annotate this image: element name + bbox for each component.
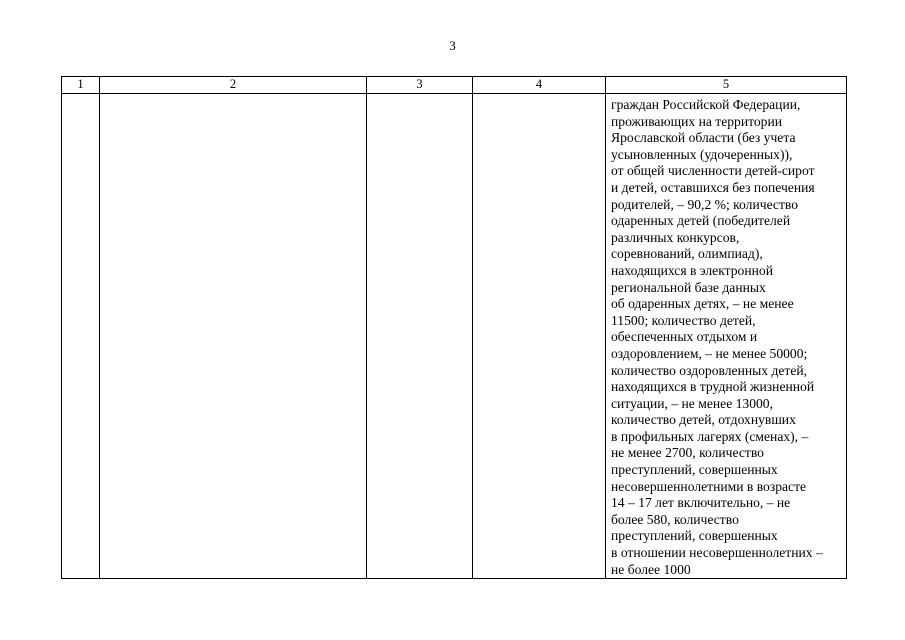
column-header-1: 1: [62, 77, 100, 94]
cell-text-line: 14 – 17 лет включительно, – не: [611, 495, 791, 511]
cell-text-line: обеспеченных отдыхом и: [611, 329, 758, 345]
column-header-2: 2: [100, 77, 367, 94]
page-number: 3: [449, 38, 456, 53]
cell-text-block: [606, 96, 846, 578]
cell-text-line: об одаренных детях, – не менее: [611, 296, 794, 312]
cell-text-line: 11500; количество детей,: [611, 312, 756, 328]
cell-text-line: находящихся в электронной: [611, 262, 773, 278]
cell-text-line: в профильных лагерях (сменах), –: [611, 428, 809, 444]
cell-text-line: родителей, – 90,2 %; количество: [611, 196, 799, 212]
table-header-row: [62, 77, 847, 94]
cell-text-line: ситуации, – не менее 13000,: [611, 395, 774, 411]
table-row: [62, 94, 847, 579]
data-table: [61, 76, 847, 579]
cell-text-line: соревнований, олимпиад),: [611, 246, 763, 262]
table-cell-col2: [100, 94, 367, 579]
cell-text-line: преступлений, совершенных: [611, 528, 778, 544]
cell-text-line: количество детей, отдохнувших: [611, 412, 796, 428]
column-header-5: 5: [606, 77, 847, 94]
cell-text-line: от общей численности детей-сирот: [611, 163, 815, 179]
cell-text-line: различных конкурсов,: [611, 229, 740, 245]
cell-text-line: несовершеннолетними в возрасте: [611, 478, 807, 494]
cell-text-line: Ярославской области (без учета: [611, 130, 796, 146]
table-cell-col3: [367, 94, 473, 579]
table-cell-col4: [473, 94, 606, 579]
cell-text-line: региональной базе данных: [611, 279, 766, 295]
cell-text-line: более 580, количество: [611, 511, 739, 527]
cell-text-line: одаренных детей (победителей: [611, 213, 791, 229]
cell-text-line: и детей, оставшихся без попечения: [611, 179, 815, 195]
cell-text-line: количество оздоровленных детей,: [611, 362, 808, 378]
cell-text-line: проживающих на территории: [611, 113, 783, 129]
cell-text-line: находящихся в трудной жизненной: [611, 379, 815, 395]
cell-text-line: граждан Российской Федерации,: [611, 97, 801, 112]
cell-text-line: усыновленных (удочеренных)),: [611, 146, 793, 162]
cell-text-line: в отношении несовершеннолетних –: [611, 545, 823, 561]
table-cell-col5: [606, 94, 847, 579]
cell-text-line: преступлений, совершенных: [611, 462, 778, 478]
cell-text-line: оздоровлением, – не менее 50000;: [611, 345, 808, 361]
column-header-4: 4: [473, 77, 606, 94]
column-header-3: 3: [367, 77, 473, 94]
table-cell-col1: [62, 94, 100, 579]
cell-text-line: не менее 2700, количество: [611, 445, 764, 461]
cell-text-line: не более 1000: [611, 561, 691, 577]
